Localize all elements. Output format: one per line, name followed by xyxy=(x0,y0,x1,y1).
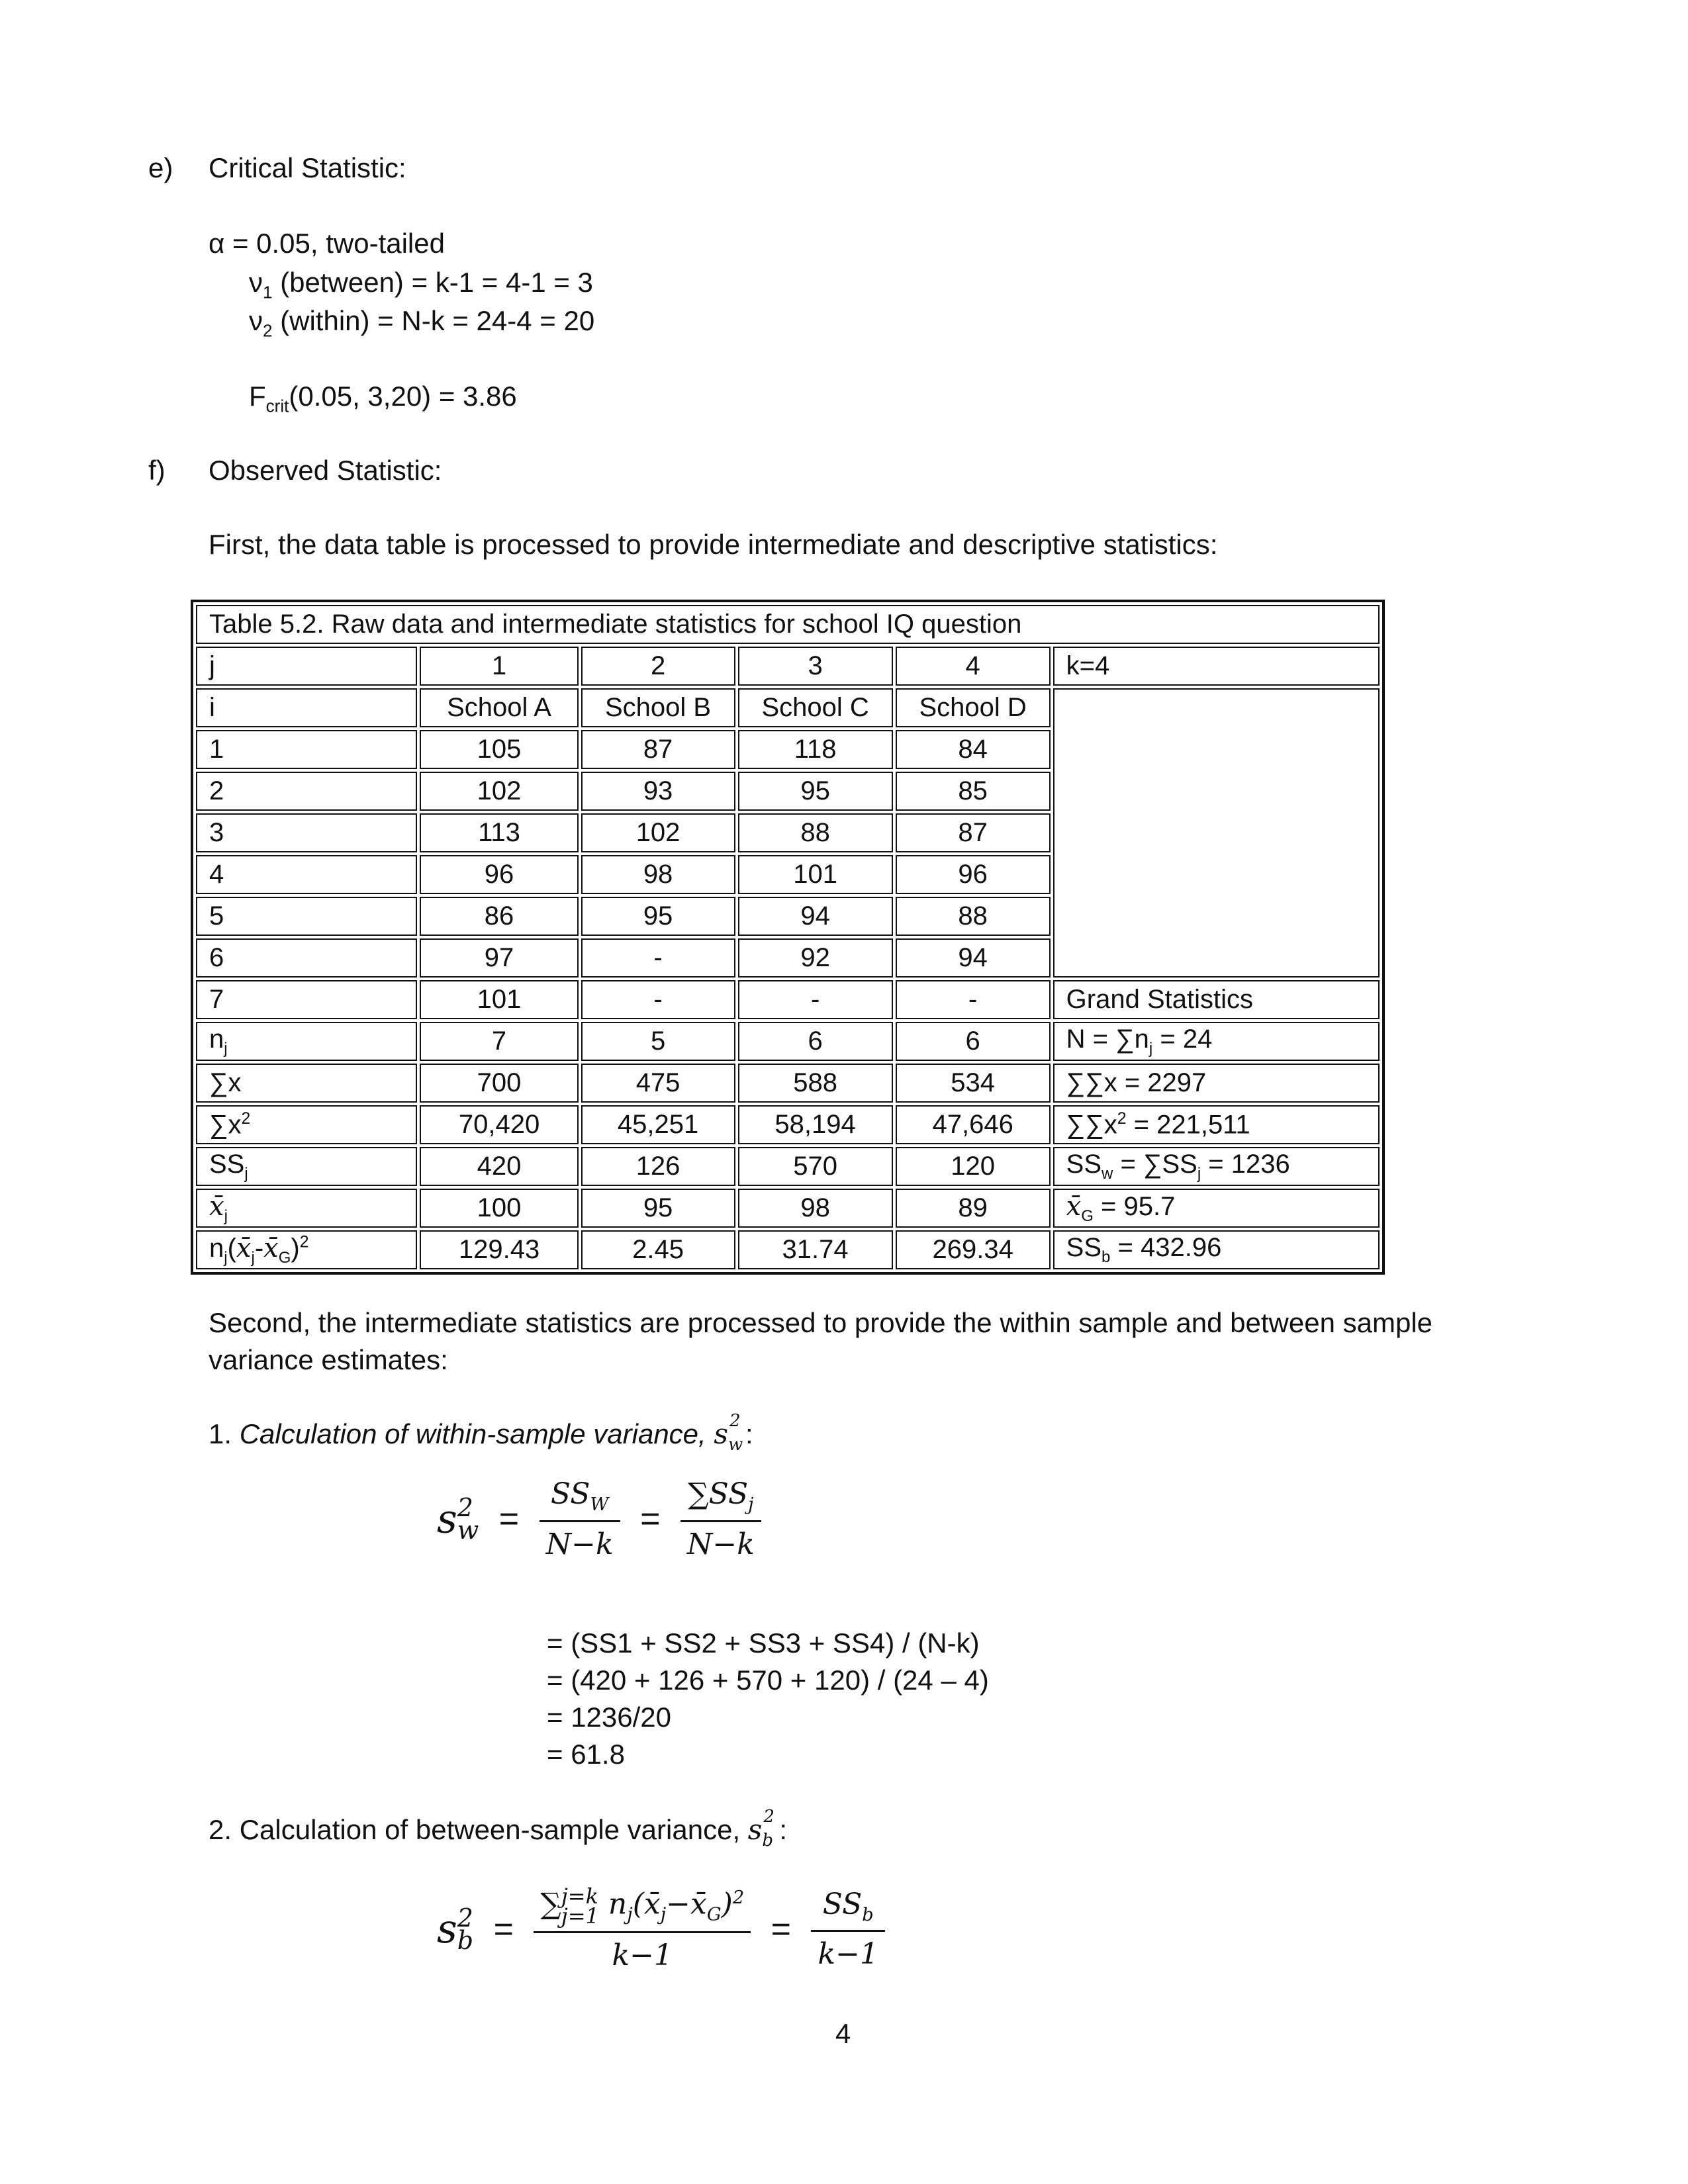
stat-label: $\sum x^2$ xyxy=(196,1105,417,1144)
stats-row xyxy=(196,1147,1380,1186)
within-variance-formula: s2 w = $\frac{SS_W}{N-k}$ = $\frac{\sum SS_j}{N-k}$ xyxy=(437,1477,761,1561)
stat-cell: 5 xyxy=(581,1022,735,1061)
table-cell: 105 xyxy=(420,730,578,769)
table-caption: Table 5.2. Raw data and intermediate statistics for school IQ question xyxy=(196,605,1380,644)
stat-cell: 126 xyxy=(581,1147,735,1186)
grand-stat: $SS_b = 432.96$ xyxy=(1053,1230,1380,1269)
table-cell: 95 xyxy=(581,897,735,936)
school-row xyxy=(196,688,1380,727)
empty-block xyxy=(1053,688,1380,978)
calc1-step: = (420 + 126 + 570 + 120) / (24 – 4) xyxy=(547,1664,989,1696)
row-index: 4 xyxy=(196,855,417,894)
calc1-step: = (SS1 + SS2 + SS3 + SS4) / (N-k) xyxy=(547,1627,980,1659)
stat-cell: 47,646 xyxy=(896,1105,1051,1144)
data-table xyxy=(191,600,1385,1275)
school-header: School C xyxy=(738,688,893,727)
v1-line xyxy=(249,269,593,300)
j-value: 1 xyxy=(420,647,578,686)
j-value: 4 xyxy=(896,647,1051,686)
table-cell: - xyxy=(581,938,735,978)
section-f-marker: f) xyxy=(148,455,165,486)
stats-row xyxy=(196,1105,1380,1144)
j-label: j xyxy=(196,647,417,686)
grand-stat: $N = \sum n_j = 24$ xyxy=(1053,1022,1380,1061)
grand-stats-header: Grand Statistics xyxy=(1053,980,1380,1019)
stat-cell: 45,251 xyxy=(581,1105,735,1144)
section-e-marker: e) xyxy=(148,152,173,183)
v1-symbol: ν xyxy=(249,267,263,298)
table-cell: 101 xyxy=(420,980,578,1019)
j-row xyxy=(196,647,1380,686)
table-cell: 86 xyxy=(420,897,578,936)
table-cell: - xyxy=(738,980,893,1019)
grand-stat: ∑∑x = 2297 xyxy=(1053,1064,1380,1103)
i-label: i xyxy=(196,688,417,727)
table-cell: 118 xyxy=(738,730,893,769)
j-value: 2 xyxy=(581,647,735,686)
stat-cell: 2.45 xyxy=(581,1230,735,1269)
stat-cell: 58,194 xyxy=(738,1105,893,1144)
table-cell: 92 xyxy=(738,938,893,978)
stat-label: $x̄_j$ xyxy=(196,1189,417,1228)
table-cell: 87 xyxy=(581,730,735,769)
v2-text: (within) = N-k = 24-4 = 20 xyxy=(272,305,595,336)
calc1-step: = 61.8 xyxy=(547,1739,625,1770)
table-cell: 93 xyxy=(581,772,735,811)
calc2-title: 2. Calculation of between-sample variance, xyxy=(209,1814,748,1845)
stat-cell: 588 xyxy=(738,1064,893,1103)
table-cell: 97 xyxy=(420,938,578,978)
table-cell: 102 xyxy=(420,772,578,811)
stat-cell: 475 xyxy=(581,1064,735,1103)
intro-text: First, the data table is processed to provide intermediate and descriptive statistics: xyxy=(209,529,1218,560)
section-e-heading: Critical Statistic: xyxy=(209,152,406,183)
stat-cell: 6 xyxy=(896,1022,1051,1061)
table-cell: 96 xyxy=(420,855,578,894)
table-cell: 96 xyxy=(896,855,1051,894)
stats-row xyxy=(196,1064,1380,1103)
stat-label: $n_j$ xyxy=(196,1022,417,1061)
table-cell: 88 xyxy=(896,897,1051,936)
stat-cell: 98 xyxy=(738,1189,893,1228)
fcrit-line xyxy=(249,383,517,414)
fcrit-text: (0.05, 3,20) = 3.86 xyxy=(289,381,517,412)
row-index: 1 xyxy=(196,730,417,769)
stat-cell: 534 xyxy=(896,1064,1051,1103)
stat-cell: 269.34 xyxy=(896,1230,1051,1269)
grand-stat: $\sum\sum x^2 = 221,511$ xyxy=(1053,1105,1380,1144)
table-cell: 85 xyxy=(896,772,1051,811)
stat-cell: 31.74 xyxy=(738,1230,893,1269)
stat-cell: 7 xyxy=(420,1022,578,1061)
table-cell: 102 xyxy=(581,813,735,852)
stats-row xyxy=(196,1230,1380,1269)
stat-cell: 570 xyxy=(738,1147,893,1186)
alpha-line: α = 0.05, two-tailed xyxy=(209,228,445,259)
calc1-heading: 1. Calculation of within-sample variance, s 2 w : xyxy=(209,1411,753,1455)
grand-stat: $SS_w = \sum SS_j = 1236$ xyxy=(1053,1147,1380,1186)
row-index: 3 xyxy=(196,813,417,852)
table-cell: - xyxy=(896,980,1051,1019)
page-number: 4 xyxy=(835,2018,851,2049)
v1-subscript: 1 xyxy=(263,282,273,302)
second-para-line1: Second, the intermediate statistics are processed to provide the within sample and between sample xyxy=(209,1307,1433,1338)
table-row xyxy=(196,980,1380,1019)
school-header: School B xyxy=(581,688,735,727)
grand-stat: $x̄_G = 95.7$ xyxy=(1053,1189,1380,1228)
table-cell: 84 xyxy=(896,730,1051,769)
v2-line xyxy=(249,307,594,339)
table-cell: 95 xyxy=(738,772,893,811)
row-index: 6 xyxy=(196,938,417,978)
k-label: k=4 xyxy=(1053,647,1380,686)
table-cell: 94 xyxy=(738,897,893,936)
fcrit-symbol: F xyxy=(249,381,266,412)
table-cell: 101 xyxy=(738,855,893,894)
calc1-prefix: 1. xyxy=(209,1418,240,1449)
stat-cell: 89 xyxy=(896,1189,1051,1228)
row-index: 5 xyxy=(196,897,417,936)
school-header: School A xyxy=(420,688,578,727)
between-variance-formula: s2 b = ∑j=k j=1 $n_j(x̄_j-x̄_G)^2$ k−1 = $\frac{SS_b}{k-1}$ xyxy=(437,1886,885,1972)
school-header: School D xyxy=(896,688,1051,727)
v2-symbol: ν xyxy=(249,305,263,336)
stat-cell: 700 xyxy=(420,1064,578,1103)
stat-cell: 100 xyxy=(420,1189,578,1228)
second-para-line2: variance estimates: xyxy=(209,1344,448,1375)
v2-subscript: 2 xyxy=(263,320,273,341)
stats-row xyxy=(196,1022,1380,1061)
stat-cell: 420 xyxy=(420,1147,578,1186)
calc1-title: Calculation of within-sample variance, xyxy=(239,1418,714,1449)
stat-cell: 70,420 xyxy=(420,1105,578,1144)
stat-cell: 95 xyxy=(581,1189,735,1228)
fcrit-subscript: crit xyxy=(265,396,289,416)
v1-text: (between) = k-1 = 4-1 = 3 xyxy=(272,267,593,298)
stats-row xyxy=(196,1189,1380,1228)
table-cell: 98 xyxy=(581,855,735,894)
stat-cell: 120 xyxy=(896,1147,1051,1186)
calc2-heading: 2. Calculation of between-sample variance, s 2 b : xyxy=(209,1807,788,1850)
stat-cell: 129.43 xyxy=(420,1230,578,1269)
table-cell: 94 xyxy=(896,938,1051,978)
j-value: 3 xyxy=(738,647,893,686)
table-cell: 87 xyxy=(896,813,1051,852)
section-f-heading: Observed Statistic: xyxy=(209,455,442,486)
table-cell: 113 xyxy=(420,813,578,852)
caption-row xyxy=(196,605,1380,644)
stat-label: ∑x xyxy=(196,1064,417,1103)
calc1-step: = 1236/20 xyxy=(547,1702,672,1733)
stat-label: $n_j(x̄_j-x̄_G)^2$ xyxy=(196,1230,417,1269)
stat-cell: 6 xyxy=(738,1022,893,1061)
table-cell: 88 xyxy=(738,813,893,852)
row-index: 2 xyxy=(196,772,417,811)
row-index: 7 xyxy=(196,980,417,1019)
stat-label: $SS_j$ xyxy=(196,1147,417,1186)
table-cell: - xyxy=(581,980,735,1019)
